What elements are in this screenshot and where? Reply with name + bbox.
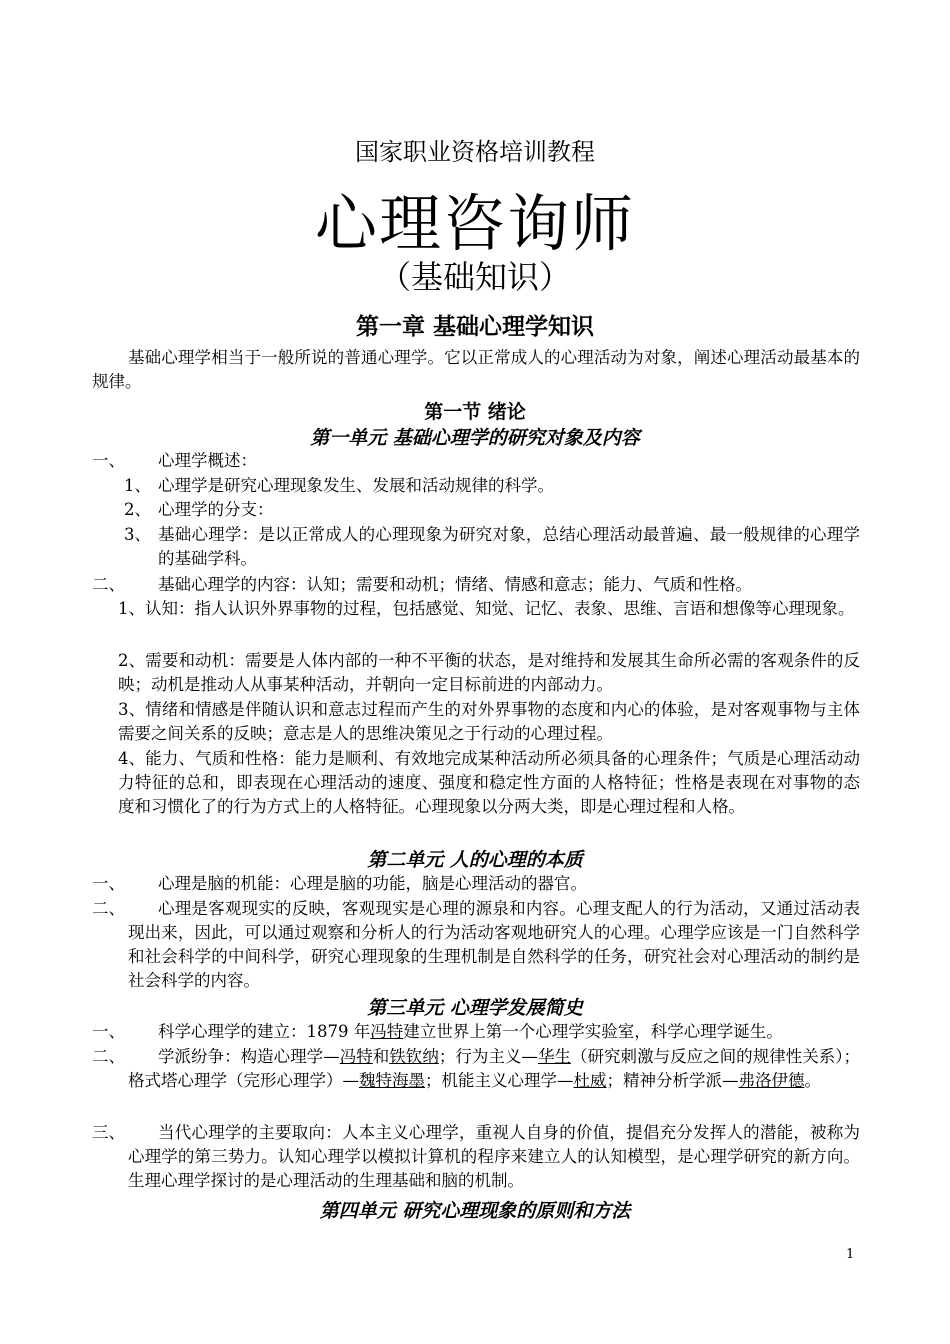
item-number: 3、 — [124, 525, 151, 544]
unit4-heading: 第四单元 研究心理现象的原则和方法 — [319, 1200, 631, 1222]
text-run: 建立世界上第一个心理学实验室，科学心理学诞生。 — [403, 1022, 783, 1041]
text-run: （研究刺激与反应之间的规律性关系）；格式塔心理学（完形心理学）— — [128, 1047, 861, 1090]
item-text: 心理学的分支： — [158, 500, 274, 519]
item-number: 三、 — [92, 1123, 125, 1142]
name-link: 铁钦纳 — [389, 1047, 439, 1066]
name-link: 弗洛伊德 — [738, 1071, 805, 1090]
series-title: 国家职业资格培训教程 — [355, 138, 595, 166]
item-number: 一、 — [92, 874, 125, 893]
unit1-heading: 第一单元 基础心理学的研究对象及内容 — [310, 427, 640, 449]
unit2-heading: 第二单元 人的心理的本质 — [367, 849, 583, 871]
content-paragraph: 3、情绪和情感是伴随认识和意志过程而产生的对外界事物的态度和内心的体验，是对客观事物与主体需要之间关系的反映；意志是人的思维决策见之于行动的心理过程。 — [118, 700, 860, 743]
item-text: 心理学概述： — [158, 451, 257, 470]
text-run: ；机能主义心理学— — [425, 1071, 574, 1090]
item-text — [128, 1045, 860, 1093]
content-paragraph: 4、能力、气质和性格：能力是顺利、有效地完成某种活动所必须具备的心理条件；气质是心理活动动力特征的总和，即表现在心理活动的速度、强度和稳定性方面的人格特征；性格是表现在对事物的态度和习惯化了的行为方式上的人格特征。心理现象以分两大类，即是心理过程和人格。 — [118, 749, 860, 816]
content-paragraph: 1、认知：指人认识外界事物的过程，包括感觉、知觉、记忆、表象、思维、言语和想像等心理现象。 — [118, 599, 855, 618]
item-number: 二、 — [92, 1047, 125, 1066]
text-run: 科学心理学的建立：1879 年 — [158, 1022, 371, 1041]
item-number: 二、 — [92, 899, 125, 918]
item-text: 心理学是研究心理现象发生、发展和活动规律的科学。 — [158, 476, 554, 495]
unit3-heading: 第三单元 心理学发展简史 — [367, 997, 583, 1019]
book-subtitle: （基础知识） — [378, 258, 571, 296]
intro-paragraph: 基础心理学相当于一般所说的普通心理学。它以正常成人的心理活动为对象，阐述心理活动最基本的规律。 — [92, 348, 860, 391]
item-text: 心理是客观现实的反映，客观现实是心理的源泉和内容。心理支配人的行为活动，又通过活动表现出来，因此，可以通过观察和分析人的行为活动客观地研究人的心理。心理学应该是一门自然科学和社会科学的中间科学，研究心理现象的生理机制是自然科学的任务，研究社会对心理活动的制约是社会科学的内容。 — [128, 899, 860, 990]
text-run: 和 — [372, 1047, 390, 1066]
item-text — [158, 1020, 860, 1044]
item-number: 一、 — [92, 451, 125, 470]
book-title: 心理咨询师 — [314, 187, 635, 260]
name-link: 华生 — [537, 1047, 571, 1066]
text-run: ；精神分析学派— — [606, 1071, 739, 1090]
content-paragraph: 2、需要和动机：需要是人体内部的一种不平衡的状态，是对维持和发展其生命所必需的客观条件的反映；动机是推动人从事某种活动，并朝向一定目标前进的内部动力。 — [118, 651, 860, 694]
name-link: 冯特 — [370, 1022, 404, 1041]
item-text: 基础心理学的内容：认知；需要和动机；情绪、情感和意志；能力、气质和性格。 — [158, 575, 752, 594]
item-number: 1、 — [124, 476, 151, 495]
name-link: 魏特海墨 — [359, 1071, 425, 1090]
item-number: 一、 — [92, 1022, 125, 1041]
text-run: 。 — [804, 1071, 821, 1090]
page-number: 1 — [846, 1247, 855, 1262]
chapter-heading: 第一章 基础心理学知识 — [355, 313, 594, 340]
text-run: ；行为主义— — [438, 1047, 538, 1066]
text-run: 学派纷争：构造心理学— — [158, 1047, 340, 1066]
item-number: 2、 — [124, 500, 151, 519]
name-link: 冯特 — [339, 1047, 373, 1066]
name-link: 杜威 — [573, 1071, 607, 1090]
item-number: 二、 — [92, 575, 125, 594]
item-text: 基础心理学：是以正常成人的心理现象为研究对象，总结心理活动最普遍、最一般规律的心理学的基础学科。 — [158, 525, 860, 568]
item-text: 当代心理学的主要取向：人本主义心理学，重视人自身的价值，提倡充分发挥人的潜能，被称为心理学的第三势力。认知心理学以模拟计算机的程序来建立人的认知模型，是心理学研究的新方向。生理心理学探讨的是心理活动的生理基础和脑的机制。 — [128, 1123, 860, 1190]
section-heading: 第一节 绪论 — [424, 401, 526, 423]
item-text: 心理是脑的机能：心理是脑的功能，脑是心理活动的器官。 — [158, 874, 587, 893]
